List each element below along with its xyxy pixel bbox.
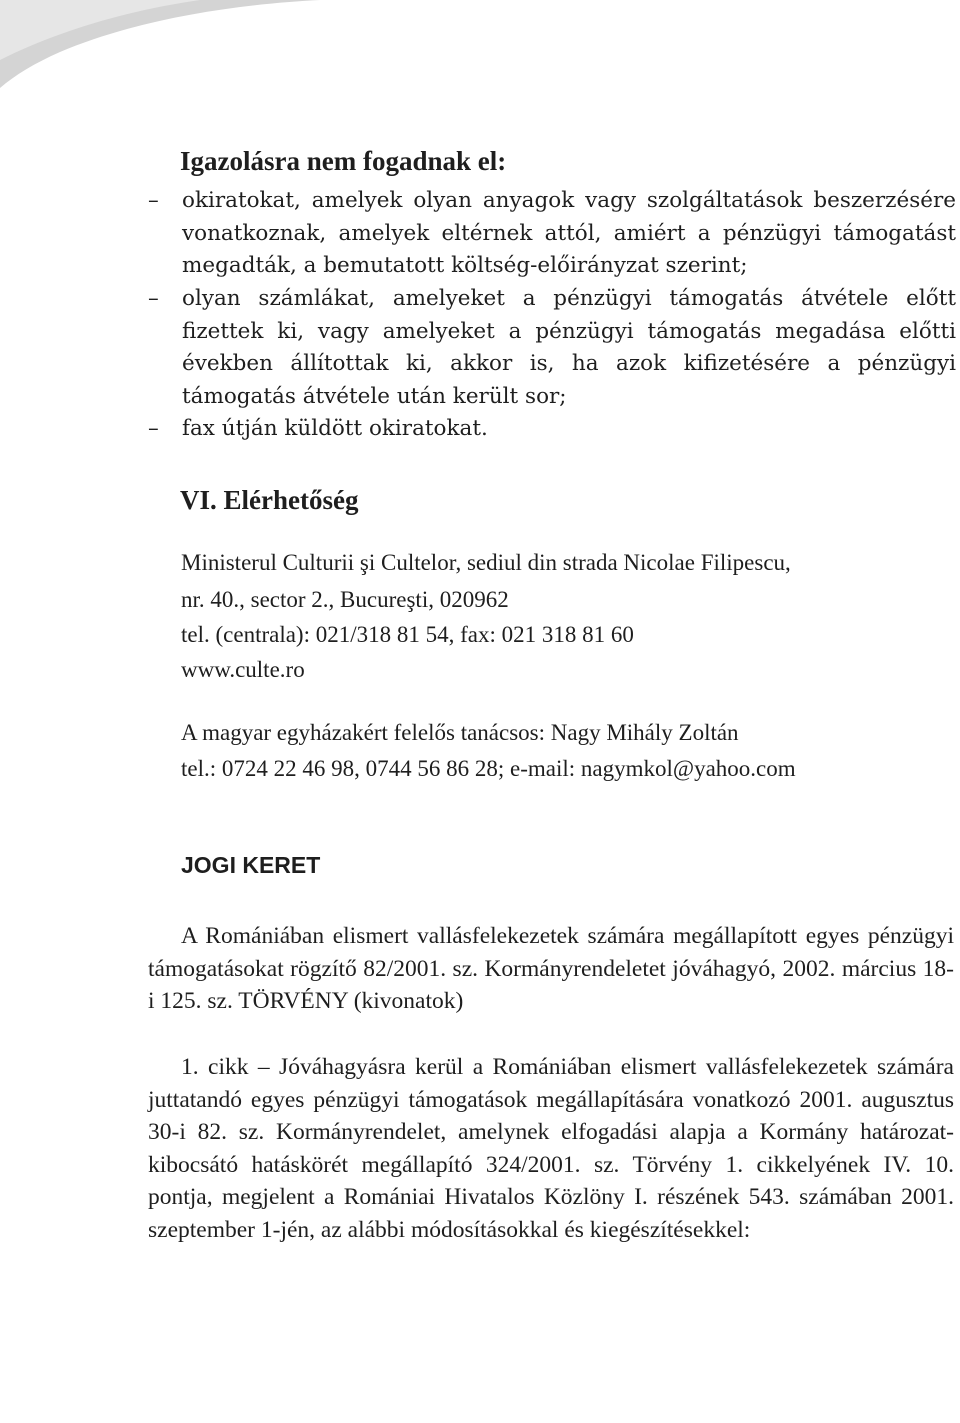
contact-advisor-line: A magyar egyházakért felelős tanácsos: Nagy Mihály Zoltán xyxy=(181,720,739,745)
dash-bullet: – xyxy=(148,188,159,213)
list-item xyxy=(148,283,956,413)
list-item xyxy=(148,413,956,446)
contact-address-line: Ministerul Culturii şi Cultelor, sediul din strada Nicolae Filipescu, xyxy=(181,550,791,575)
list-item-text: fax útján küldött okiratokat. xyxy=(182,416,488,441)
dash-bullet: – xyxy=(148,416,159,441)
article-1-paragraph: 1. cikk – Jóváhagyásra kerül a Romániában elismert vallásfelekezetek számára juttatandó egyes pénzügyi támogatások megállapítására vonatkozó 2001. augusztus 30-i 82. sz. Kormányrendelet, amelynek elfogadási alapja a Kormány határozat-kibocsátó hatáskörét megállapító 324/2001. sz. Törvény 1. cikkelyének IV. 10. pontja, megjelent a Romániai Hivatalos Közlöny I. részének 543. számában 2001. szeptember 1-jén, az alábbi módosításokkal és kiegészítésekkel: xyxy=(148,1054,954,1243)
dash-bullet: – xyxy=(148,286,159,311)
legal-section-title: JOGI KERET xyxy=(181,852,321,878)
contact-address-line: nr. 40., sector 2., Bucureşti, 020962 xyxy=(181,587,509,612)
legal-intro-paragraph: A Romániában elismert vallásfelekezetek számára megállapított egyes pénzügyi támogatásokat rögzítő 82/2001. sz. Kormányrendeletet jóváhagyó, 2002. március 18-i 125. sz. TÖRVÉNY (kivonatok) xyxy=(148,923,954,1014)
contact-advisor-phone-email: tel.: 0724 22 46 98, 0744 56 86 28; e-mail: nagymkol@yahoo.com xyxy=(181,756,796,781)
excluded-heading: Igazolásra nem fogadnak el: xyxy=(180,146,507,176)
list-item xyxy=(148,185,956,283)
contact-section-title: VI. Elérhetőség xyxy=(180,485,359,515)
contact-website: www.culte.ro xyxy=(181,657,305,682)
list-item-text: okiratokat, amelyek olyan anyagok vagy szolgáltatások beszerzésére vonatkoznak, amelyek eltérnek attól, amiért a pénzügyi támogatást megadták, a bemutatott költség-előirányzat szerint; xyxy=(182,188,956,278)
list-item-text: olyan számlákat, amelyeket a pénzügyi támogatás átvétele előtt fizettek ki, vagy amelyeket a pénzügyi támogatás megadása előtti években állítottak ki, akkor is, ha azok kifizetésére a pénzügyi támogatás átvétele után került sor; xyxy=(182,286,956,409)
contact-phone-line: tel. (centrala): 021/318 81 54, fax: 021 318 81 60 xyxy=(181,622,634,647)
